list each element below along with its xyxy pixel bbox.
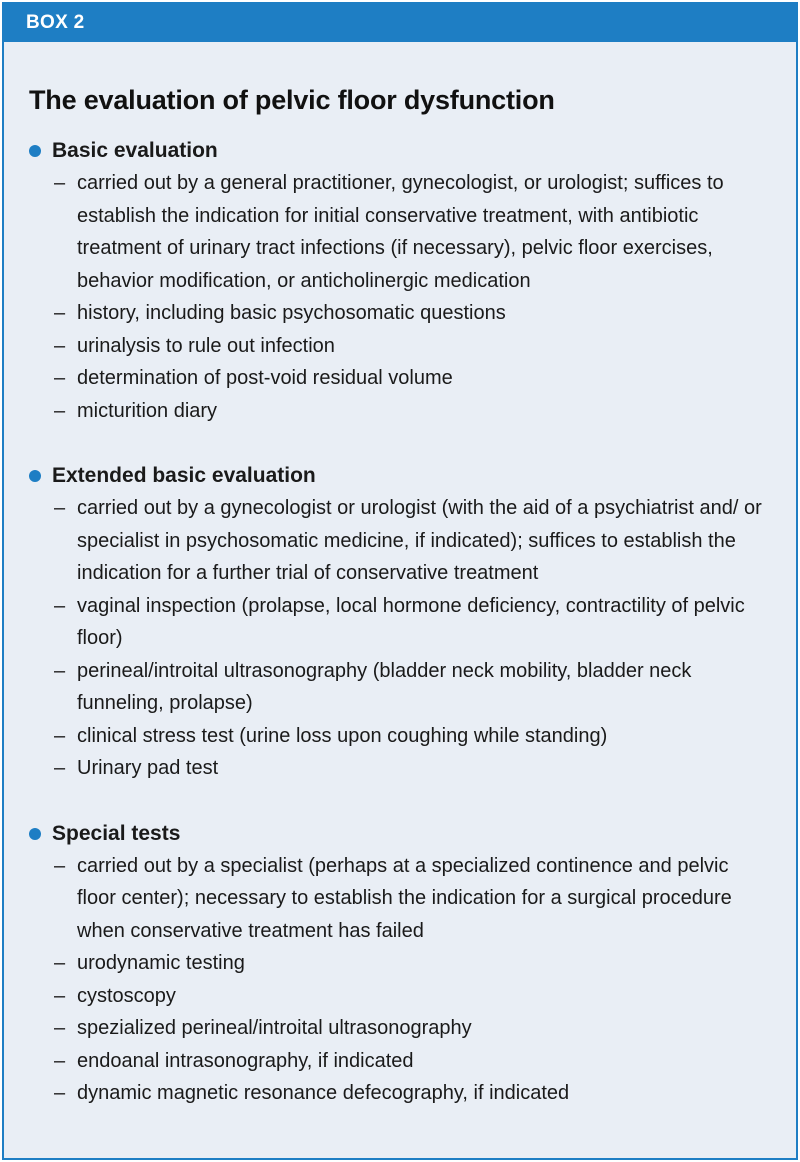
section-heading-text: Basic evaluation [52, 139, 218, 162]
list-item-text: micturition diary [77, 399, 218, 422]
section-heading [4, 460, 796, 492]
list-item-text: clinical stress test (urine loss upon coughing while standing) [77, 724, 608, 747]
section-extended-basic-evaluation [4, 460, 796, 785]
box-label: BOX 2 [4, 4, 796, 42]
list-item-text: history, including basic psychosomatic questions [77, 302, 506, 324]
section-heading-text: Special tests [52, 821, 181, 845]
list-item [4, 590, 796, 655]
list-item [4, 655, 796, 720]
bullet-icon [29, 145, 41, 157]
list-item-text: determination of post-void residual volume [77, 367, 453, 389]
dash-icon: – [54, 724, 66, 747]
list-item [4, 395, 796, 428]
list-item-text: cystoscopy [77, 984, 176, 1007]
list-item [4, 752, 796, 785]
dash-icon: – [54, 854, 66, 877]
dash-icon: – [54, 1017, 66, 1039]
sections-list [4, 135, 796, 1143]
section-special-tests [4, 818, 796, 1110]
dash-icon: – [54, 367, 66, 389]
section-basic-evaluation [4, 135, 796, 427]
list-item [4, 1012, 796, 1045]
list-item [4, 1045, 796, 1078]
item-list [4, 850, 796, 1110]
list-item [4, 330, 796, 363]
list-item-text: carried out by a specialist (perhaps at a specialized continence and pelvic floor center); necessary to establish the indication for a surgical procedure when conservative treatment has failed [77, 854, 732, 942]
list-item [4, 167, 796, 297]
list-item [4, 720, 796, 753]
dash-icon: – [54, 594, 66, 617]
list-item-text: urinalysis to rule out infection [77, 334, 335, 357]
list-item-text: spezialized perineal/introital ultrasonography [77, 1017, 472, 1039]
list-item-text: endoanal intrasonography, if indicated [77, 1049, 414, 1072]
list-item-text: carried out by a gynecologist or urologist (with the aid of a psychiatrist and/ or specialist in psychosomatic medicine, if indicated); suffices to establish the indication for a further trial of conservative treatment [77, 497, 762, 584]
list-item [4, 1077, 796, 1110]
section-heading-text: Extended basic evaluation [52, 464, 316, 487]
bullet-icon [29, 828, 41, 840]
list-item [4, 980, 796, 1013]
list-item-text: perineal/introital ultrasonography (bladder neck mobility, bladder neck funneling, prolapse) [77, 659, 692, 714]
dash-icon: – [54, 334, 66, 357]
item-list [4, 167, 796, 427]
section-heading [4, 818, 796, 850]
item-list [4, 492, 796, 785]
list-item [4, 947, 796, 980]
box-title: The evaluation of pelvic floor dysfunction [29, 85, 555, 115]
dash-icon: – [54, 757, 66, 779]
list-item [4, 492, 796, 590]
list-item-text: dynamic magnetic resonance defecography, if indicated [77, 1082, 570, 1104]
dash-icon: – [54, 302, 66, 324]
dash-icon: – [54, 399, 66, 422]
list-item-text: Urinary pad test [77, 757, 219, 779]
dash-icon: – [54, 1082, 66, 1104]
dash-icon: – [54, 497, 66, 519]
list-item-text: vaginal inspection (prolapse, local hormone deficiency, contractility of pelvic floor) [77, 594, 745, 649]
dash-icon: – [54, 1049, 66, 1072]
info-box [2, 2, 798, 1160]
list-item [4, 362, 796, 395]
list-item [4, 297, 796, 330]
section-heading [4, 135, 796, 167]
dash-icon: – [54, 172, 66, 194]
bullet-icon [29, 470, 41, 482]
list-item-text: carried out by a general practitioner, gynecologist, or urologist; suffices to establish the indication for initial conservative treatment, with antibiotic treatment of urinary tract infections (if necessary), pelvic floor exercises, behavior modification, or anticholinergic medication [77, 172, 724, 292]
list-item [4, 850, 796, 948]
dash-icon: – [54, 659, 66, 682]
dash-icon: – [54, 952, 66, 974]
list-item-text: urodynamic testing [77, 952, 245, 974]
dash-icon: – [54, 984, 66, 1007]
